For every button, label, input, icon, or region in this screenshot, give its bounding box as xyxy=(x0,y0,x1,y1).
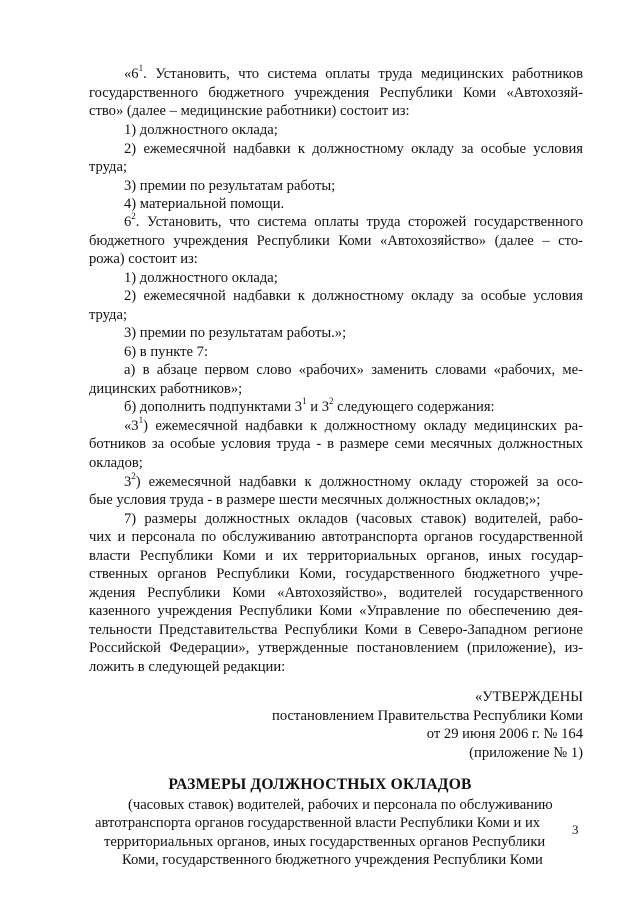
body-line: 7) размеры должностных окладов (часовых ставок) водителей, рабо- xyxy=(124,511,583,527)
body-line: рожа) состоит из: xyxy=(89,251,198,267)
approval-annex: (приложение № 1) xyxy=(469,745,583,761)
section-subtitle-line: территориальных органов, иных государственных органов Республики xyxy=(104,834,546,850)
body-line: казенного учреждения Республики Коми «Управление по обеспечению дея- xyxy=(89,603,583,619)
section-subtitle-line: (часовых ставок) водителей, рабочих и персонала по обслуживанию xyxy=(128,797,553,813)
list-item: 4) материальной помощи. xyxy=(124,196,285,212)
body-line: ственных органов Республики Коми, государственного бюджетного учре- xyxy=(89,566,583,582)
list-item: 3) премии по результатам работы.»; xyxy=(124,325,347,341)
body-line: бые условия труда - в размере шести месячных должностных окладов;»; xyxy=(89,492,541,508)
body-line: «$6^1$. Установить, что система оплаты труда медицинских работников xyxy=(124,63,583,82)
list-item: 6) в пункте 7: xyxy=(124,344,209,360)
body-line: ждения Республики Коми «Автохозяйство», водителей государственного xyxy=(89,585,583,601)
body-line: труда; xyxy=(89,307,127,323)
approval-date: от 29 июня 2006 г. № 164 xyxy=(426,726,583,742)
approval-heading: «УТВЕРЖДЕНЫ xyxy=(474,689,583,705)
body-line: государственного бюджетного учреждения Республики Коми «Автохозяй- xyxy=(89,85,583,101)
body-line: окладов; xyxy=(89,455,143,471)
body-line: труда; xyxy=(89,159,127,175)
body-line: $3^2$) ежемесячной надбавки к должностному окладу сторожей за осо- xyxy=(124,471,583,490)
body-line: а) в абзаце первом слово «рабочих» заменить словами «рабочих, ме- xyxy=(124,362,583,378)
page-number: 3 xyxy=(572,822,579,837)
list-item: 1) должностного оклада; xyxy=(124,270,278,286)
approval-line: постановлением Правительства Республики Коми xyxy=(272,708,583,724)
list-item: 3) премии по результатам работы; xyxy=(124,178,336,194)
body-line: власти Республики Коми и их территориальных органов, иных государ- xyxy=(89,548,583,564)
body-line: б) дополнить подпунктами $3^1$ и $3^2$ следующего содержания: xyxy=(124,396,495,415)
body-line: «$3^1$) ежемесячной надбавки к должностному окладу медицинских ра- xyxy=(124,415,583,434)
body-line: тельности Представительства Республики Коми в Северо-Западном регионе xyxy=(89,622,583,638)
list-item: 2) ежемесячной надбавки к должностному окладу за особые условия xyxy=(124,288,583,304)
body-line: чих и персонала по обслуживанию автотранспорта органов государственной xyxy=(89,529,583,545)
section-title: РАЗМЕРЫ ДОЛЖНОСТНЫХ ОКЛАДОВ xyxy=(168,776,472,793)
list-item: 1) должностного оклада; xyxy=(124,122,278,138)
body-line: дицинских работников»; xyxy=(89,381,243,397)
list-item: 2) ежемесячной надбавки к должностному окладу за особые условия xyxy=(124,141,583,157)
body-line: ботников за особые условия труда - в размере семи месячных должностных xyxy=(89,436,583,452)
section-subtitle-line: Коми, государственного бюджетного учреждения Республики Коми xyxy=(122,852,543,868)
body-line: $6^2$. Установить, что система оплаты труда сторожей государственного xyxy=(124,211,583,230)
section-subtitle-line: автотранспорта органов государственной власти Республики Коми и их xyxy=(95,815,541,831)
body-line: Российской Федерации», утвержденные постановлением (приложение), из- xyxy=(89,640,583,656)
body-line: ство» (далее – медицинские работники) состоит из: xyxy=(89,103,410,119)
body-line: бюджетного учреждения Республики Коми «Автохозяйство» (далее – сто- xyxy=(89,233,583,249)
body-line: ложить в следующей редакции: xyxy=(89,659,286,675)
